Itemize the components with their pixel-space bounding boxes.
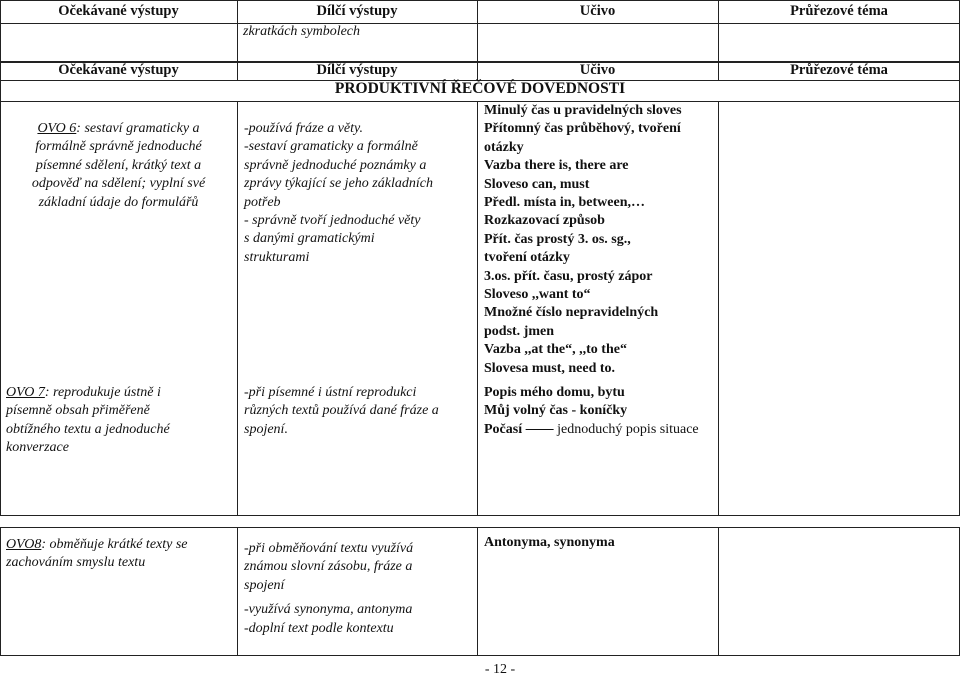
dilci6-l8: strukturami [244,249,310,265]
header-col1: Očekávané výstupy [58,62,179,78]
ucivo6-l5: Sloveso can, must [484,176,590,192]
dilci8-l3: spojení [244,577,285,593]
dilci8-l1: -při obměňování textu využívá [244,541,414,556]
dilci6-l3: správně jednoduché poznámky a [244,157,427,173]
ucivo6-cell [484,102,718,378]
ovo6-code: OVO 6 [37,121,77,136]
ovo6-text-l3: písemné sdělení, krátký text a [35,157,202,173]
ucivo6-l1: Minulý čas u pravidelných sloves [484,103,682,118]
ovo7-text-l3: obtížného textu a jednoduché [6,421,170,437]
ovo7-cell [6,384,236,458]
ovo8-text-l2: zachováním smyslu textu [6,555,146,571]
ovo8-text-l1: : obměňuje krátké texty se [41,537,188,552]
ucivo7-l3-rest: jednoduchý popis situace [557,421,699,437]
dilci7-l3: spojení. [244,421,288,437]
ucivo6-l7: Rozkazovací způsob [484,213,605,229]
ovo8-code: OVO8 [6,537,42,552]
section-title: PRODUKTIVNÍ ŘEČOVÉ DOVEDNOSTI [334,80,626,97]
dilci6-l7: s danými gramatickými [244,231,375,247]
ucivo6-l10: 3.os. přít. času, prostý zápor [484,268,653,284]
ovo7-text-l1: : reprodukuje ústně i [44,385,161,400]
ucivo7-l3-bold: Počasí [484,421,523,437]
dilci8-cell [244,540,476,638]
continuation-text: zkratkách symbolech [243,24,361,39]
ucivo6-l12: Množné číslo nepravidelných [484,305,659,321]
ovo6-cell [0,120,237,212]
header-top-col2: Dílčí výstupy [316,3,398,19]
dilci7-l2: různých textů používá dané fráze a [244,403,439,419]
ucivo6-l3: otázky [484,139,524,155]
ucivo6-l9: tvoření otázky [484,250,570,266]
ovo7-code: OVO 7 [6,385,45,400]
dilci7-cell [244,384,476,439]
dilci8-l2: známou slovní zásobu, fráze a [244,559,413,575]
ucivo8-cell [484,534,718,552]
ovo7-text-l4: konverzace [6,440,69,456]
ucivo6-l11: Sloveso ,,want to“ [484,287,591,303]
ucivo6-l8: Přít. čas prostý 3. os. sg., [484,231,631,247]
ucivo6-l2: Přítomný čas průběhový, tvoření [484,121,681,137]
ucivo6-l4: Vazba there is, there are [484,158,629,174]
ovo8-cell [6,536,236,573]
ucivo6-l15: Slovesa must, need to. [484,360,616,376]
ucivo7-l1: Popis mého domu, bytu [484,385,625,400]
header-col4: Průřezové téma [790,62,888,78]
header-col3: Učivo [579,62,616,78]
header-top-col4: Průřezové téma [790,3,888,19]
ovo6-text-l4: odpověď na sdělení; vyplní své [31,176,206,192]
page-number: - 12 - [484,662,516,677]
ovo6-text-l5: základní údaje do formulářů [38,194,199,210]
ovo6-text-l2: formálně správně jednoduché [35,139,202,155]
ucivo6-l6: Předl. místa in, between,… [484,195,645,211]
ucivo8-l1: Antonyma, synonyma [484,535,615,550]
dilci7-l1: -při písemné i ústní reprodukci [244,385,417,400]
dilci6-l2: -sestaví gramaticky a formálně [244,139,418,155]
header-col2: Dílčí výstupy [316,62,398,78]
ucivo6-l14: Vazba ,,at the“, ,,to the“ [484,342,627,358]
dilci8-l4: -využívá synonyma, antonyma [244,602,413,618]
ucivo6-l13: podst. jmen [484,323,555,339]
dilci6-l1: -používá fráze a věty. [244,121,363,136]
dilci8-l5: -doplní text podle kontextu [244,620,394,636]
dilci6-l5: potřeb [244,194,281,210]
ucivo7-cell [484,384,718,439]
header-top-col3: Učivo [579,3,616,19]
dilci6-l4: zprávy týkající se jeho základních [244,176,433,192]
ucivo7-l2: Můj volný čas - koníčky [484,403,628,419]
header-top-col1: Očekávané výstupy [58,3,179,19]
ovo7-text-l2: písemně obsah přiměřeně [6,403,150,419]
dilci6-l6: - správně tvoří jednoduché věty [244,213,421,229]
ovo6-text-l1: : sestaví gramaticky a [76,121,200,136]
dilci6-cell [244,120,476,267]
